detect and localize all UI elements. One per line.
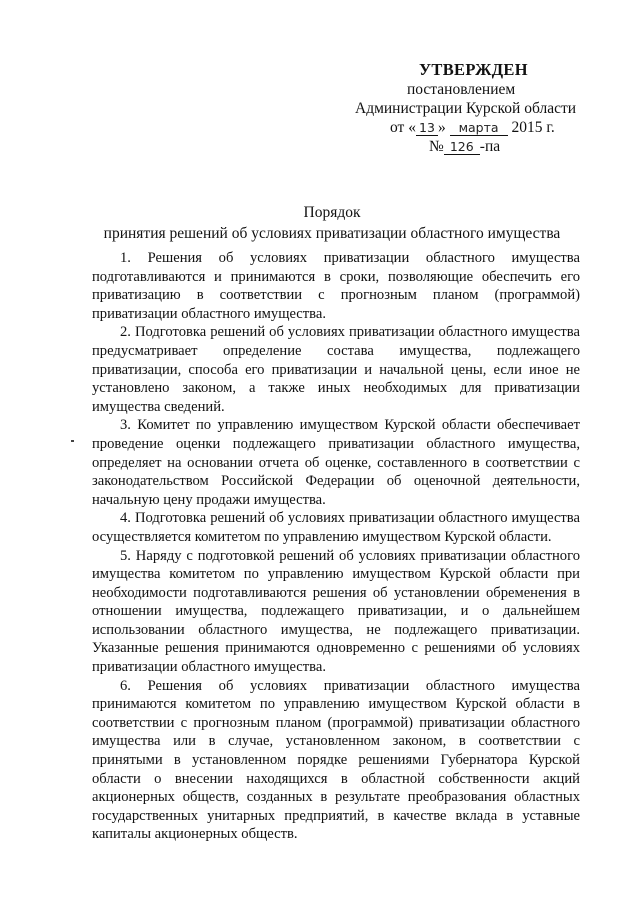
approval-block <box>355 60 595 156</box>
date-quote: » <box>437 119 446 136</box>
date-month-handwritten: марта <box>450 121 508 136</box>
paragraph-3: 3. Комитет по управлению имуществом Курской области обеспечивает проведение оценки подлежащего приватизации областного имущества, определяет на основании отчета об оценке, составленного в соответствии с законодательством Российской Федерации об оценочной деятельности, начальную цену продажи имущества. <box>92 417 580 508</box>
document-title: Порядок <box>303 204 361 221</box>
date-day-handwritten: 13 <box>416 121 438 136</box>
date-year: 2015 г. <box>511 119 555 136</box>
paragraph-4: 4. Подготовка решений об условиях приватизации областного имущества осуществляется комитетом по управлению имуществом Курской области. <box>92 510 580 545</box>
document-subtitle: принятия решений об условиях приватизации областного имущества <box>103 225 561 242</box>
paragraph-2: 2. Подготовка решений об условиях приватизации областного имущества предусматривает определение состава имущества, подлежащего приватизации, способа его приватизации и начальной цены, если иное не установлено законом, а также иных необходимых для приватизации имущества сведений. <box>92 324 580 415</box>
document-body <box>92 249 580 844</box>
paragraph-1: 1. Решения об условиях приватизации областного имущества подготавливаются и принимаются в сроки, позволяющие обеспечить его приватизацию в соответствии с прогнозным планом (программой) приватизации областного имущества. <box>92 250 580 322</box>
approval-authority: Администрации Курской области <box>355 100 577 117</box>
approval-number-line <box>429 137 595 156</box>
date-prefix: от « <box>390 119 416 136</box>
margin-mark <box>71 440 74 442</box>
approval-title: УТВЕРЖДЕН <box>419 60 528 79</box>
number-suffix: -па <box>479 138 501 155</box>
approval-date-line <box>390 118 595 137</box>
number-handwritten: 126 <box>444 140 480 155</box>
number-sign: № <box>429 138 444 155</box>
approval-by: постановлением <box>407 81 516 98</box>
paragraph-5: 5. Наряду с подготовкой решений об условиях приватизации областного имущества комитетом по управлению имуществом Курской области при необходимости подготавливаются решения об установлении обременения в отношении имущества, подлежащего приватизации, и о дальнейшем использовании областного имущества, не подлежащего приватизации. Указанные решения принимаются одновременно с решениями об условиях приватизации областного имущества. <box>92 547 580 676</box>
paragraph-6: 6. Решения об условиях приватизации областного имущества принимаются комитетом по управлению имуществом Курской области в соответствии с прогнозным планом (программой) приватизации областного имущества или в случае, установленном законом, в соответствии с принятыми в установленном порядке решениями Губернатора Курской области о внесении находящихся в областной собственности акций акционерных обществ, созданных в результате преобразования областных государственных унитарных предприятий, в качестве вклада в уставные капиталы акционерных обществ. <box>92 677 580 843</box>
